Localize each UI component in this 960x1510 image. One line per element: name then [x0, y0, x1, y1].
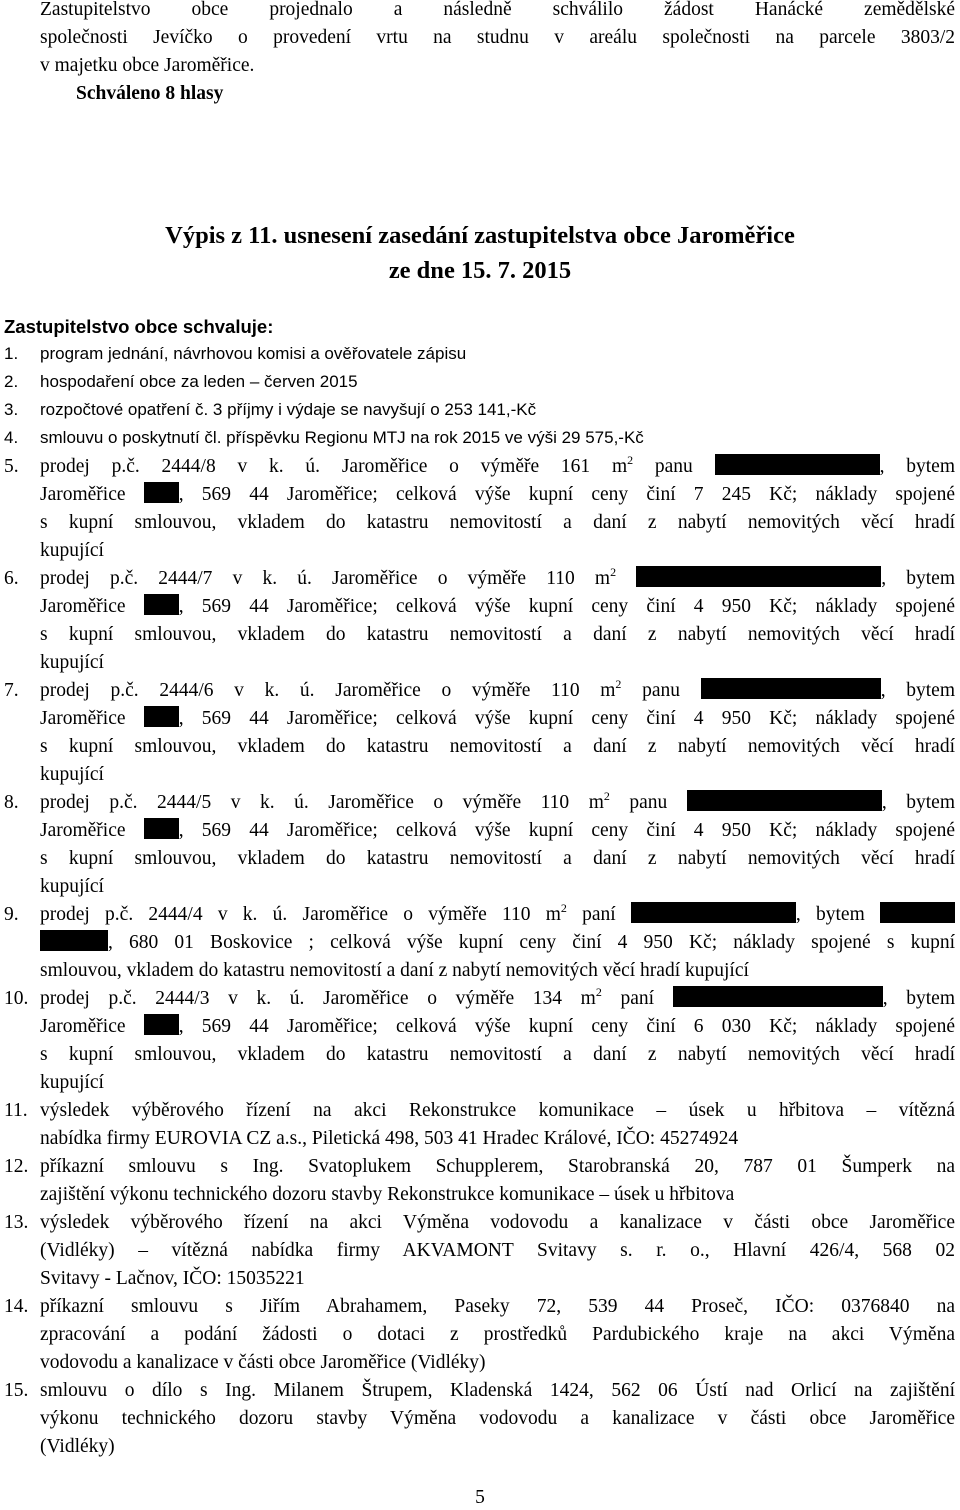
redacted-name — [715, 454, 880, 475]
item-text: program jednání, návrhovou komisi a ověřovatele zápisu — [40, 344, 467, 363]
item-number: 7. — [4, 680, 19, 701]
item-number: 10. — [4, 988, 29, 1009]
redacted-house-number — [144, 482, 179, 503]
item-text: prodej p.č. 2444/4 v k. ú. Jaroměřice o výměře 110 $m^2$ paní , bytem , 680 01 Boskovice ; celková výše kupní ceny činí 4 950 Kč; náklady spojené s kupní smlouvou, vkladem do katastru nemovitostí a daní z nabytí nemovitých věcí hradí kupující — [40, 901, 955, 981]
redacted-name — [673, 986, 883, 1007]
page-number: 5 — [475, 1487, 485, 1508]
item-number: 11. — [4, 1100, 28, 1121]
intro-line: v majetku obce Jaroměřice. — [40, 55, 255, 76]
redacted-address — [880, 902, 955, 923]
redacted-house-number — [144, 706, 179, 727]
item-text: prodej p.č. 2444/3 v k. ú. Jaroměřice o výměře 134 $m^2$ paní , bytem Jaroměřice , 569 44 Jaroměřice; celková výše kupní ceny činí 6 030 Kč; náklady spojené s kupní smlouvou, vkladem do katastru nemovitostí a daní z nabytí nemovitých věcí hradí kupující — [40, 985, 956, 1093]
redacted-name — [636, 566, 881, 587]
redacted-name — [701, 678, 881, 699]
document-date: ze dne 15. 7. 2015 — [388, 257, 572, 284]
item-text: smlouvu o poskytnutí čl. příspěvku Regionu MTJ na rok 2015 ve výši 29 575,-Kč — [40, 428, 644, 447]
item-number: 6. — [4, 568, 19, 589]
item-text: výsledek výběrového řízení na akci Rekonstrukce komunikace – úsek u hřbitova – vítězná nabídka firmy EUROVIA CZ a.s., Piletická 498, 503 41 Hradec Králové, IČO: 45274924 — [40, 1100, 955, 1149]
approval-note: Schváleno 8 hlasy — [76, 83, 224, 104]
intro-line: společnosti Jevíčko o provedení vrtu na studnu v areálu společnosti na parcele 3803/2 — [40, 27, 955, 48]
document-title: Výpis z 11. usnesení zasedání zastupitelstva obce Jaroměřice — [165, 222, 795, 249]
item-text: příkazní smlouvu s Jiřím Abrahamem, Paseky 72, 539 44 Proseč, IČO: 0376840 na zpracování a podání žádosti o dotaci z prostředků Pardubického kraje na akci Výměna vodovodu a kanalizace v části obce Jaroměřice (Vidléky) — [40, 1296, 955, 1373]
approves-label: Zastupitelstvo obce schvaluje: — [4, 316, 274, 337]
redacted-house-number — [144, 594, 179, 615]
item-number: 4. — [4, 428, 19, 447]
item-number: 14. — [4, 1296, 29, 1317]
item-text: prodej p.č. 2444/8 v k. ú. Jaroměřice o výměře 161 $m^2$ panu , bytem Jaroměřice , 569 44 Jaroměřice; celková výše kupní ceny činí 7 245 Kč; náklady spojené s kupní smlouvou, vkladem do katastru nemovitostí a daní z nabytí nemovitých věcí hradí kupující — [40, 453, 955, 561]
intro-line: Zastupitelstvo obce projednalo a následně schválilo žádost Hanácké zemědělské — [40, 0, 955, 20]
item-text: prodej p.č. 2444/6 v k. ú. Jaroměřice o výměře 110 $m^2$ panu , bytem Jaroměřice , 569 44 Jaroměřice; celková výše kupní ceny činí 4 950 Kč; náklady spojené s kupní smlouvou, vkladem do katastru nemovitostí a daní z nabytí nemovitých věcí hradí kupující — [40, 677, 956, 785]
item-number: 13. — [4, 1212, 29, 1233]
item-number: 8. — [4, 792, 19, 813]
item-number: 15. — [4, 1380, 29, 1401]
redacted-name — [631, 902, 796, 923]
intro-paragraph — [40, 0, 955, 80]
redacted-house-number — [144, 818, 179, 839]
item-text: rozpočtové opatření č. 3 příjmy i výdaje se navyšují o 253 141,-Kč — [40, 400, 537, 419]
item-number: 5. — [4, 456, 19, 477]
item-text: prodej p.č. 2444/7 v k. ú. Jaroměřice o výměře 110 $m^2$ , bytem Jaroměřice , 569 44 Jaroměřice; celková výše kupní ceny činí 4 950 Kč; náklady spojené s kupní smlouvou, vkladem do katastru nemovitostí a daní z nabytí nemovitých věcí hradí kupující — [40, 565, 955, 673]
item-text: prodej p.č. 2444/5 v k. ú. Jaroměřice o výměře 110 $m^2$ panu , bytem Jaroměřice , 569 44 Jaroměřice; celková výše kupní ceny činí 4 950 Kč; náklady spojené s kupní smlouvou, vkladem do katastru nemovitostí a daní z nabytí nemovitých věcí hradí kupující — [40, 789, 955, 897]
item-number: 1. — [4, 344, 19, 363]
item-text: hospodaření obce za leden – červen 2015 — [40, 372, 358, 391]
item-text: smlouvu o dílo s Ing. Milanem Štrupem, Kladenská 1424, 562 06 Ústí nad Orlicí na zajištění výkonu technického dozoru stavby Výměna vodovodu a kanalizace v části obce Jaroměřice (Vidléky) — [40, 1380, 955, 1457]
redacted-house-number — [144, 1014, 179, 1035]
redacted-address — [40, 930, 108, 951]
item-number: 2. — [4, 372, 19, 391]
item-text: příkazní smlouvu s Ing. Svatoplukem Schupplerem, Starobranská 20, 787 01 Šumperk na zajištění výkonu technického dozoru stavby Rekonstrukce komunikace – úsek u hřbitova — [40, 1156, 955, 1205]
item-text: výsledek výběrového řízení na akci Výměna vodovodu a kanalizace v části obce Jaroměřice (Vidléky) – vítězná nabídka firmy AKVAMONT Svitavy s. r. o., Hlavní 426/4, 568 02 Svitavy - Lačnov, IČO: 15035221 — [40, 1212, 955, 1289]
redacted-name — [687, 790, 882, 811]
item-number: 9. — [4, 904, 19, 925]
item-number: 3. — [4, 400, 19, 419]
item-number: 12. — [4, 1156, 29, 1177]
